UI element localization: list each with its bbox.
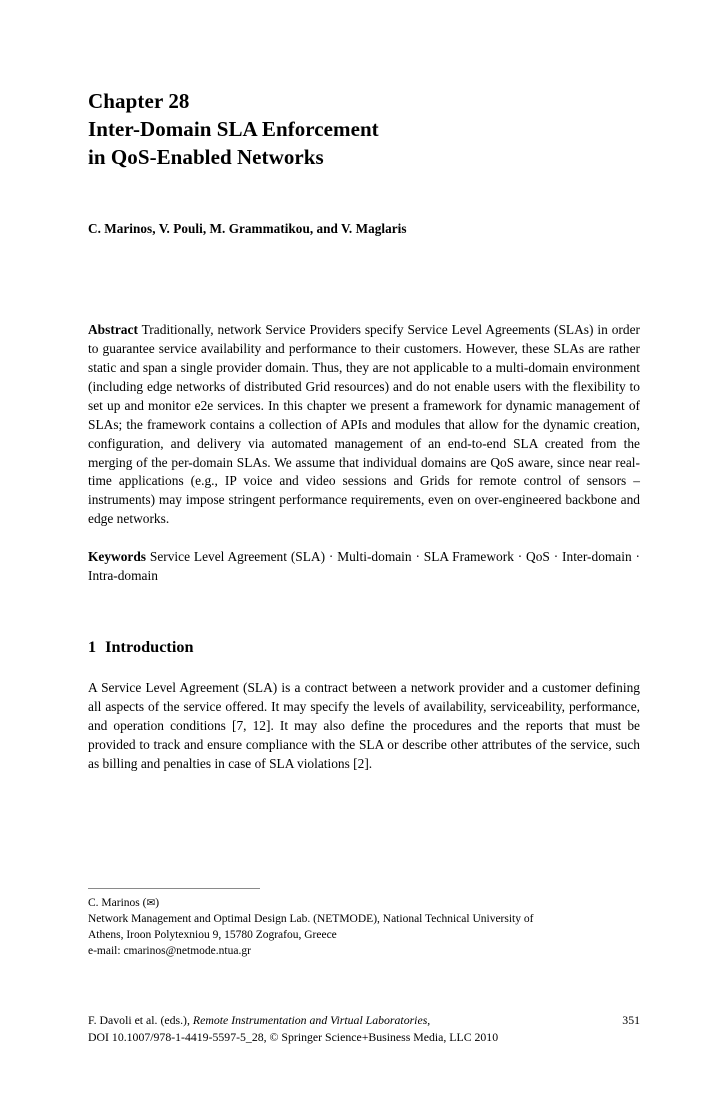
- footnote-author-close: ): [155, 897, 160, 909]
- affiliation-line-1: Network Management and Optimal Design Lab. (NETMODE), National Technical University of: [88, 912, 534, 925]
- abstract-label: Abstract: [88, 321, 138, 337]
- introduction-paragraph: A Service Level Agreement (SLA) is a contract between a network provider and a customer defining all aspects of the service offered. It may specify the levels of availability, serviceability, performance, and operation conditions [7, 12]. It may also define the procedures and the reports that must be provided to track and ensure compliance with the SLA or describe other attributes of the service, such as billing and penalties in case of SLA violations [2].: [88, 680, 640, 772]
- imprint-editors: F. Davoli et al. (eds.),: [88, 1013, 193, 1027]
- document-page: [88, 0, 640, 1105]
- author-list: C. Marinos, V. Pouli, M. Grammatikou, and V. Maglaris: [88, 220, 407, 236]
- chapter-title-line-2: in QoS-Enabled Networks: [88, 145, 324, 170]
- chapter-title-line-1: Inter-Domain SLA Enforcement: [88, 117, 379, 142]
- section-title: Introduction: [105, 638, 194, 657]
- affiliation-line-2: Athens, Iroon Polytexniou 9, 15780 Zografou, Greece: [88, 928, 337, 941]
- keywords-text: Service Level Agreement (SLA) · Multi-domain · SLA Framework · QoS · Inter-domain · Intra-domain: [88, 549, 640, 584]
- imprint-editors-tail: ,: [427, 1013, 431, 1027]
- abstract-section: [88, 321, 640, 530]
- imprint-doi-line: DOI 10.1007/978-1-4419-5597-5_28, © Springer Science+Business Media, LLC 2010: [88, 1029, 499, 1044]
- footnote-author: C. Marinos (: [88, 897, 147, 909]
- keywords-label: Keywords: [88, 549, 147, 565]
- imprint-citation-line: [88, 1012, 640, 1029]
- section-heading-introduction: [88, 638, 640, 657]
- footnote-text: [88, 896, 640, 960]
- abstract-text: Traditionally, network Service Providers specify Service Level Agreements (SLAs) in order to guarantee service availability and performance to their customers. However, these SLAs are rather static and span a single provider domain. Thus, they are not applicable to a multi-domain environment (including edge networks of distributed Grid resources) and do not enable users with the flexibility to set up and monitor e2e services. In this chapter we present a framework for dynamic management of SLAs; the framework contains a collection of APIs and modules that allow for the dynamic creation, configuration, and delivery via automated management of an end-to-end SLA created from the merging of the per-domain SLAs. We assume that individual domains are QoS aware, since near real-time applications (e.g., IP voice and video sessions and Grids for remote control of sensors – instruments) may impose stringent performance requirements, even on over-engineered backbone and edge networks.: [88, 321, 640, 527]
- imprint-book-title: Remote Instrumentation and Virtual Laboratories: [192, 1013, 428, 1027]
- footnote-block: [88, 888, 640, 960]
- page-number: 351: [622, 1013, 640, 1027]
- footnote-author-line: [88, 896, 640, 912]
- footnote-separator-rule: [88, 888, 260, 889]
- page-title: [88, 116, 640, 171]
- section-number: 1: [88, 638, 97, 657]
- keywords-section: [88, 548, 640, 586]
- imprint-block: [88, 1012, 640, 1046]
- contact-email: e-mail: cmarinos@netmode.ntua.gr: [88, 944, 251, 957]
- envelope-icon: ✉: [146, 898, 156, 909]
- chapter-number: Chapter 28: [88, 89, 190, 113]
